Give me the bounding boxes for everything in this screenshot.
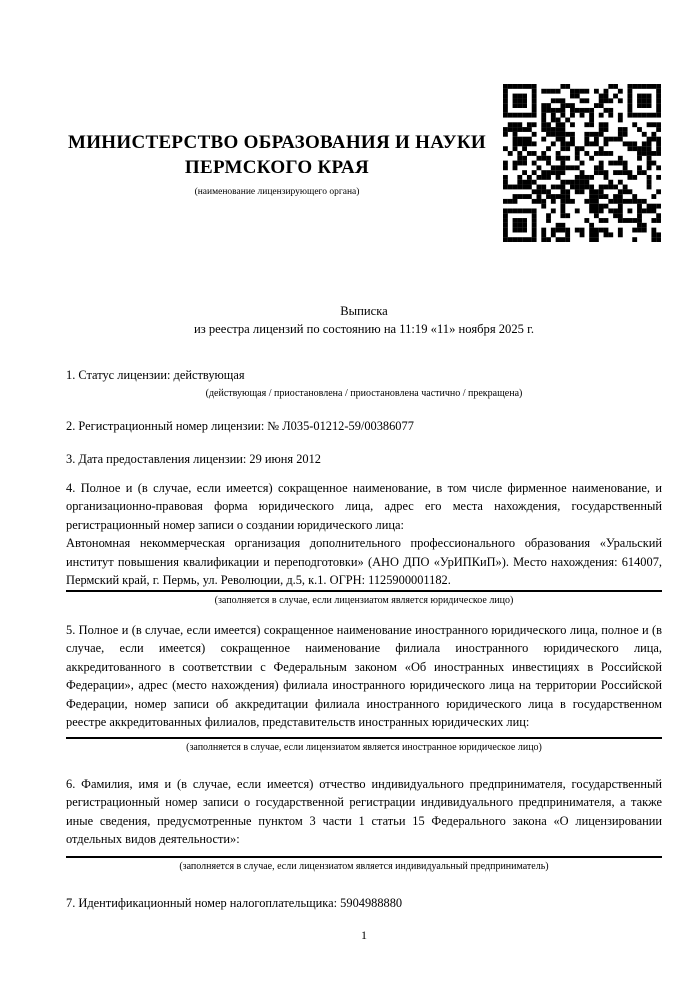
- item-5-text: 5. Полное и (в случае, если имеется) сокращенное наименование иностранного юридического лица, полное и (в случае, если имеется) сокращенное наименование филиала иностранного юридического лица, аккредитованного в соответствии с Федеральным законом «Об иностранных инвестициях в Российской Федерации», адрес (место нахождения) филиала иностранного юридического лица на территории Российской Федерации, номер записи об аккредитации филиала иностранного юридического лица в государственном реестре аккредитованных филиалов, представительств иностранных юридических лиц:: [66, 622, 662, 729]
- ministry-caption: (наименование лицензирующего органа): [194, 187, 360, 197]
- document-title-line2: из реестра лицензий по состоянию на 11:19 «11» ноября 2025 г.: [193, 321, 534, 336]
- qr-code: [503, 84, 661, 242]
- document-body: [66, 366, 662, 912]
- fill-line: [66, 737, 662, 739]
- item-3-text: 3. Дата предоставления лицензии: 29 июня 2012: [66, 452, 322, 466]
- fill-line: [66, 590, 662, 592]
- item-3-grant-date: [66, 450, 662, 469]
- item-1-license-status: [66, 366, 662, 401]
- item-6-individual-entrepreneur: [66, 775, 662, 874]
- page-number: 1: [361, 928, 367, 942]
- item-5-foreign-entity: [66, 621, 662, 755]
- fill-line: [66, 856, 662, 858]
- blank-answer-space: [66, 849, 662, 856]
- item-2-registration-number: [66, 417, 662, 436]
- item-7-text: 7. Идентификационный номер налогоплательщика: 5904988880: [66, 895, 403, 910]
- ministry-header: [66, 130, 488, 198]
- ministry-name-line1: МИНИСТЕРСТВО ОБРАЗОВАНИЯ И НАУКИ: [67, 132, 487, 153]
- ministry-name-line2: ПЕРМСКОГО КРАЯ: [184, 157, 370, 178]
- ministry-name: [66, 130, 488, 180]
- item-1-text: 1. Статус лицензии: действующая: [66, 368, 245, 382]
- item-4-legal-entity: [66, 479, 662, 608]
- item-6-text: 6. Фамилия, имя и (в случае, если имеется) отчество индивидуального предпринимателя, государственный регистрационный номер записи о государственной регистрации индивидуального предпринимателя, а также иные сведения, предусмотренные пунктом 3 части 1 статьи 15 Федерального закона «О лицензировании отдельных видов деятельности»:: [66, 776, 662, 846]
- item-6-caption: (заполняется в случае, если лицензиатом является индивидуальный предприниматель): [179, 860, 549, 872]
- item-4-text: 4. Полное и (в случае, если имеется) сокращенное наименование, в том числе фирменное наименование, и организационно-правовая форма юридического лица, адрес его места нахождения, государственный регистрационный номер записи о создании юридического лица:: [66, 480, 662, 532]
- item-4-value: Автономная некоммерческая организация дополнительного профессионального образования «Уральский институт повышения квалификации и переподготовки» (АНО ДПО «УрИПКиП»). Место нахождения: 614007, Пермский край, г. Пермь, ул. Революции, д.5, к.1. ОГРН: 1125900001182.: [66, 536, 662, 587]
- item-1-caption: (действующая / приостановлена / приостановлена частично / прекращена): [205, 387, 523, 399]
- item-4-caption: (заполняется в случае, если лицензиатом является юридическое лицо): [214, 594, 514, 606]
- item-2-text: 2. Регистрационный номер лицензии: № Л035-01212-59/00386077: [66, 418, 414, 433]
- document-title-line1: Выписка: [340, 304, 388, 318]
- item-5-caption: (заполняется в случае, если лицензиатом является иностранное юридическое лицо): [186, 741, 542, 753]
- item-7-taxpayer-number: [66, 894, 662, 913]
- document-title: [66, 303, 662, 338]
